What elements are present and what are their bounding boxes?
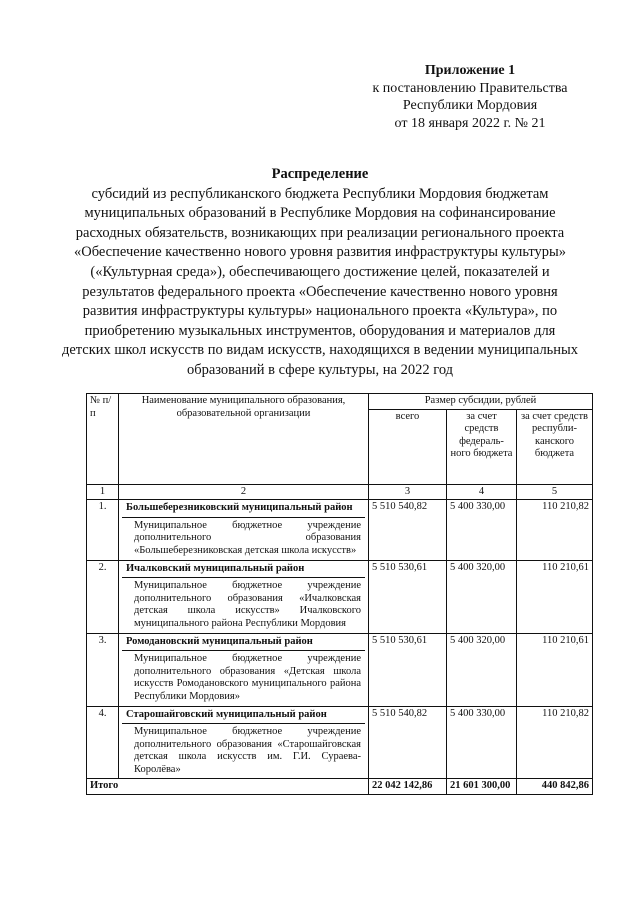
appendix-line-1: к постановлению Правительства: [372, 80, 568, 96]
organization-name: Муниципальное бюджетное учреждение дополнительного образования «Старошайговская детская школа искусств им. Г.И. Сураева-Королёва»: [134, 726, 361, 775]
col-number: 5: [517, 484, 593, 500]
table-row: [87, 633, 593, 706]
totals-federal: 21 601 300,00: [447, 779, 517, 795]
column-number-row: [87, 484, 593, 500]
table-row: [87, 500, 593, 560]
header-republic: за счет средств республи-канского бюджета: [517, 409, 593, 484]
header-size: Размер субсидии, рублей: [369, 394, 593, 410]
row-name-cell: [119, 560, 369, 633]
totals-republic: 440 842,86: [517, 779, 593, 795]
row-num: 3.: [87, 633, 119, 706]
row-total: 5 510 530,61: [369, 560, 447, 633]
row-republic: 110 210,82: [517, 706, 593, 779]
col-number: 3: [369, 484, 447, 500]
row-name-cell: [119, 633, 369, 706]
appendix-line-3: от 18 января 2022 г. № 21: [394, 115, 546, 131]
row-federal: 5 400 330,00: [447, 500, 517, 560]
organization-name: Муниципальное бюджетное учреждение дополнительного образования «Ичалковская детская школа искусств» Ичалковского муниципального района Республики Мордовия: [134, 580, 361, 629]
row-federal: 5 400 320,00: [447, 560, 517, 633]
municipality-name: Ичалковский муниципальный район: [122, 562, 365, 579]
row-total: 5 510 540,82: [369, 706, 447, 779]
row-num: 1.: [87, 500, 119, 560]
row-republic: 110 210,82: [517, 500, 593, 560]
distribution-table: [86, 393, 593, 795]
organization-name: Муниципальное бюджетное учреждение дополнительного образования «Большеберезниковская детская школа искусств»: [134, 519, 361, 556]
header-federal: за счет средств федераль-ного бюджета: [447, 409, 517, 484]
header-num: № п/п: [87, 394, 119, 485]
municipality-name: Большеберезниковский муниципальный район: [122, 501, 365, 518]
row-republic: 110 210,61: [517, 560, 593, 633]
organization-name: Муниципальное бюджетное учреждение дополнительного образования «Детская школа искусств Ромодановского муниципального района Республики Мордовия»: [134, 653, 361, 702]
totals-label: Итого: [87, 779, 369, 795]
municipality-name: Старошайговский муниципальный район: [122, 708, 365, 725]
col-number: 4: [447, 484, 517, 500]
col-number: 2: [119, 484, 369, 500]
row-num: 4.: [87, 706, 119, 779]
row-name-cell: [119, 500, 369, 560]
municipality-name: Ромодановский муниципальный район: [122, 635, 365, 652]
row-num: 2.: [87, 560, 119, 633]
row-federal: 5 400 330,00: [447, 706, 517, 779]
table-row: [87, 560, 593, 633]
title-body: субсидий из республиканского бюджета Республики Мордовия бюджетам муниципальных образований в Республике Мордовия на софинансирование расходных обязательств, возникающих при реализации регионального проекта «Обеспечение качественно нового уровня развития инфраструктуры культуры» («Культурная среда»), обеспечивающего достижение целей, показателей и результатов федерального проекта «Обеспечение качественно нового уровня развития инфраструктуры культуры» национального проекта «Культура», по приобретению музыкальных инструментов, оборудования и материалов для детских школ искусств по видам искусств, находящихся в ведении муниципальных образований в сфере культуры, на 2022 год: [61, 185, 579, 378]
appendix-line-2: Республики Мордовия: [402, 98, 538, 113]
row-federal: 5 400 320,00: [447, 633, 517, 706]
totals-total: 22 042 142,86: [369, 779, 447, 795]
appendix-title: Приложение 1: [424, 63, 516, 78]
row-total: 5 510 540,82: [369, 500, 447, 560]
header-total: всего: [369, 409, 447, 484]
row-total: 5 510 530,61: [369, 633, 447, 706]
table-row: [87, 706, 593, 779]
totals-row: [87, 779, 593, 795]
header-name: Наименование муниципального образования, образовательной организации: [119, 394, 369, 485]
row-name-cell: [119, 706, 369, 779]
document-title: [60, 165, 580, 381]
row-republic: 110 210,61: [517, 633, 593, 706]
appendix-block: [350, 62, 590, 132]
header-row: [87, 394, 593, 410]
col-number: 1: [87, 484, 119, 500]
title-heading: Распределение: [271, 166, 369, 182]
